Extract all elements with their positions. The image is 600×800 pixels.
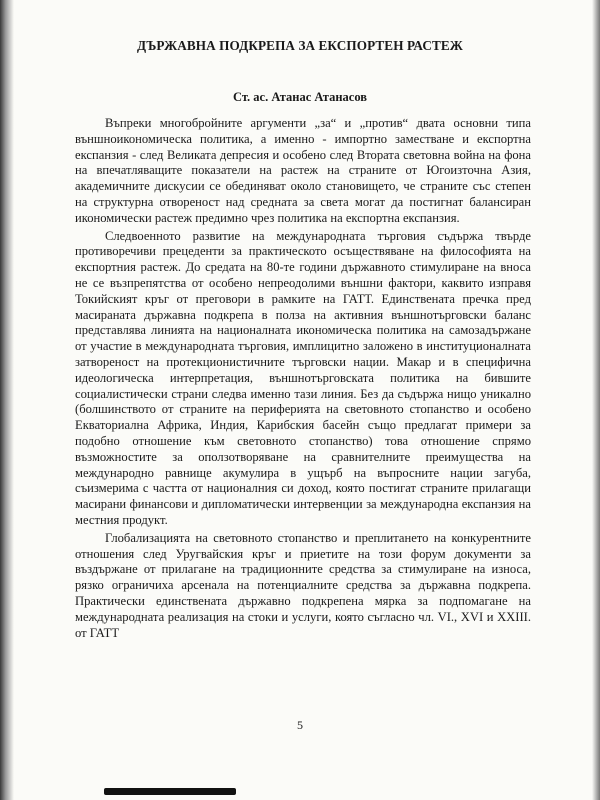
author-line: Ст. ас. Атанас Атанасов bbox=[232, 90, 368, 104]
body-text bbox=[75, 116, 531, 643]
scan-edge-shadow-left bbox=[0, 0, 14, 800]
paragraph-1: Въпреки многобройните аргументи „за“ и „против“ двата основни типа външноикономическа политика, а именно - импортно заместване и експортна експанзия - след Великата депресия и особено след Втората световна война на фона на впечатляващите показатели на растеж на страните от Югоизточна Азия, академичните дискусии се обединяват около становището, че страните със степен на структурна отвореност над средната за света могат да постигнат балансиран икономически растеж предимно чрез политика на експортна експанзия. bbox=[75, 116, 531, 225]
paragraph-3: Глобализацията на световното стопанство и преплитането на конкурентните отношения след Уругвайския кръг и приетите на този форум документи за въздържане от прилагане на традиционните средства за стимулиране на износа, рязко ограничиха арсенала на потенциалните средства за държавна подкрепа. Практически единствената държавно подкрепена мярка за подпомагане на международната реализация на стоки и услуги, която съгласно чл. VI., XVI и XXIII. от ГАТТ bbox=[75, 530, 531, 640]
scan-edge-shadow-right bbox=[592, 0, 600, 800]
scan-artifact-bar bbox=[104, 788, 236, 795]
document-title: ДЪРЖАВНА ПОДКРЕПА ЗА ЕКСПОРТЕН РАСТЕЖ bbox=[137, 38, 463, 53]
paragraph-2: Следвоенното развитие на международната търговия съдържа твърде противоречиви прецеденти за практическото осъществяване на философията на експортния растеж. До средата на 80-те години държавното стимулиране на вноса не се възпрепятства от особено непреодолими външни фактори, каквито изправя Токийският кръг от преговори в рамките на ГАТТ. Единствената пречка пред масираната държавна подкрепа в полза на активния външнотърговски баланс представлява линията на националната икономическа политика на самозадържане от участие в международната търговия, имплицитно заложено в институционалната затвореност на протекционистичните търговски нации. Макар и в специфична идеологическа интерпретация, външнотърговската политика на бившите социалистически страни следва именно тази линия. Без да съдържа нищо уникално (болшинството от страните на периферията на световното стопанство и особено Екваториална Африка, Индия, Карибския басейн също предлагат примери за подобно отношение към световното стопанство) това отношение спрямо възможностите за оползотворяване на сравнителните преимущества на международно равнище акумулира в ущърб на въпросните нации загуба, съизмерима с частта от националния си доход, която постигат страните прилагащи масирани финансови и дипломатически интервенции за международна експанзия на местния продукт. bbox=[75, 228, 531, 527]
page-number: 5 bbox=[297, 718, 303, 732]
